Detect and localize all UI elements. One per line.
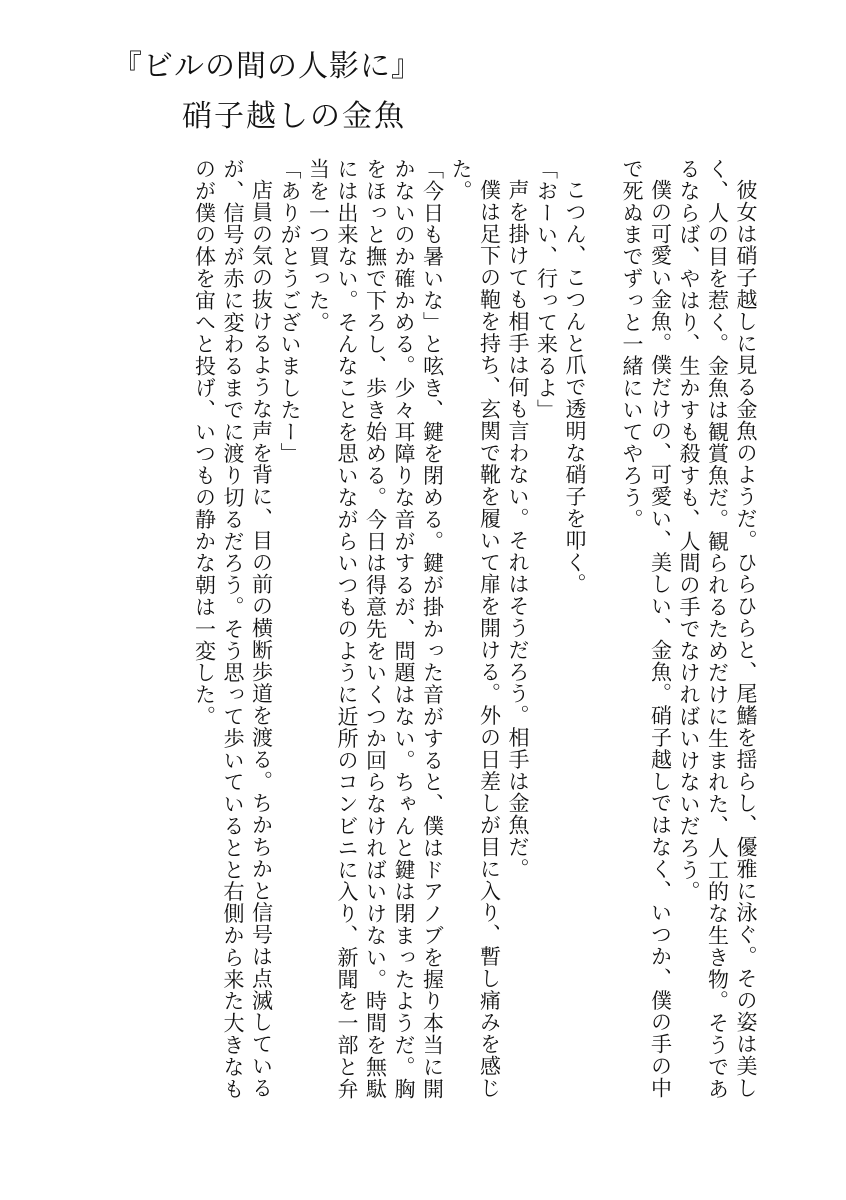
section-break [589,158,618,179]
story-subtitle: 硝子越しの金魚 [182,99,406,134]
paragraph-5: 僕は足下の鞄を持ち、玄関で靴を履いて扉を開ける。外の日差しが目に入り、暫し痛みを感じた。 [449,158,502,1099]
paragraph-6: 店員の気の抜けるような声を背に、目の前の横断歩道を渡る。ちかちかと信号は点滅しているが、信号が赤に変わるまでに渡り切るだろう。そう思って歩いているとと右側から来た大きなものが僕の体を宙へと投げ、いつもの静かな朝は一変した。 [192,158,274,1100]
paragraph-3: こつん、こつんと爪で透明な硝子を叩く。 [563,179,587,596]
paragraph-1: 彼女は硝子越しに見る金魚のようだ。ひらひらと、尾鰭を揺らし、優雅に泳ぐ。その姿は美しく、人の目を惹く。金魚は観賞魚だ。観られるためだけに生まれた、人工的な生き物。そうであるならば、やはり、生かすも殺すも、人間の手でなければいけないだろう。 [677,158,758,1100]
story-title: 『ビルの間の人影に』 [112,49,422,84]
paragraph-2: 僕の可愛い金魚。僕だけの、可愛い、美しい、金魚。硝子越しではなく、いつか、僕の手の中で死ぬまでずっと一緒にいてやろう。 [620,158,673,1099]
body-text [165,158,760,1118]
dialogue-1: 「おーい、行って来るよ」 [534,158,559,421]
paragraph-4: 声を掛けても相手は何も言わない。それはそうだろう。相手は金魚だ。 [506,179,530,880]
dialogue-3: 「ありがとうございましたー」 [278,158,302,465]
title-block [112,49,422,162]
dialogue-2: 「今日も暑いな」と呟き、鍵を閉める。鍵が掛かった音がすると、僕はドアノブを握り本当に開かないのか確かめる。少々耳障りな音がするが、問題はない。ちゃんと鍵は閉まったようだ。胸をほっと撫で下ろし、歩き始める。今日は得意先をいくつか回らなければいけない。時間を無駄には出来ない。そんなことを思いながらいつものように近所のコンビニに入り、新聞を一部と弁当を一つ買った。 [306,158,445,1100]
